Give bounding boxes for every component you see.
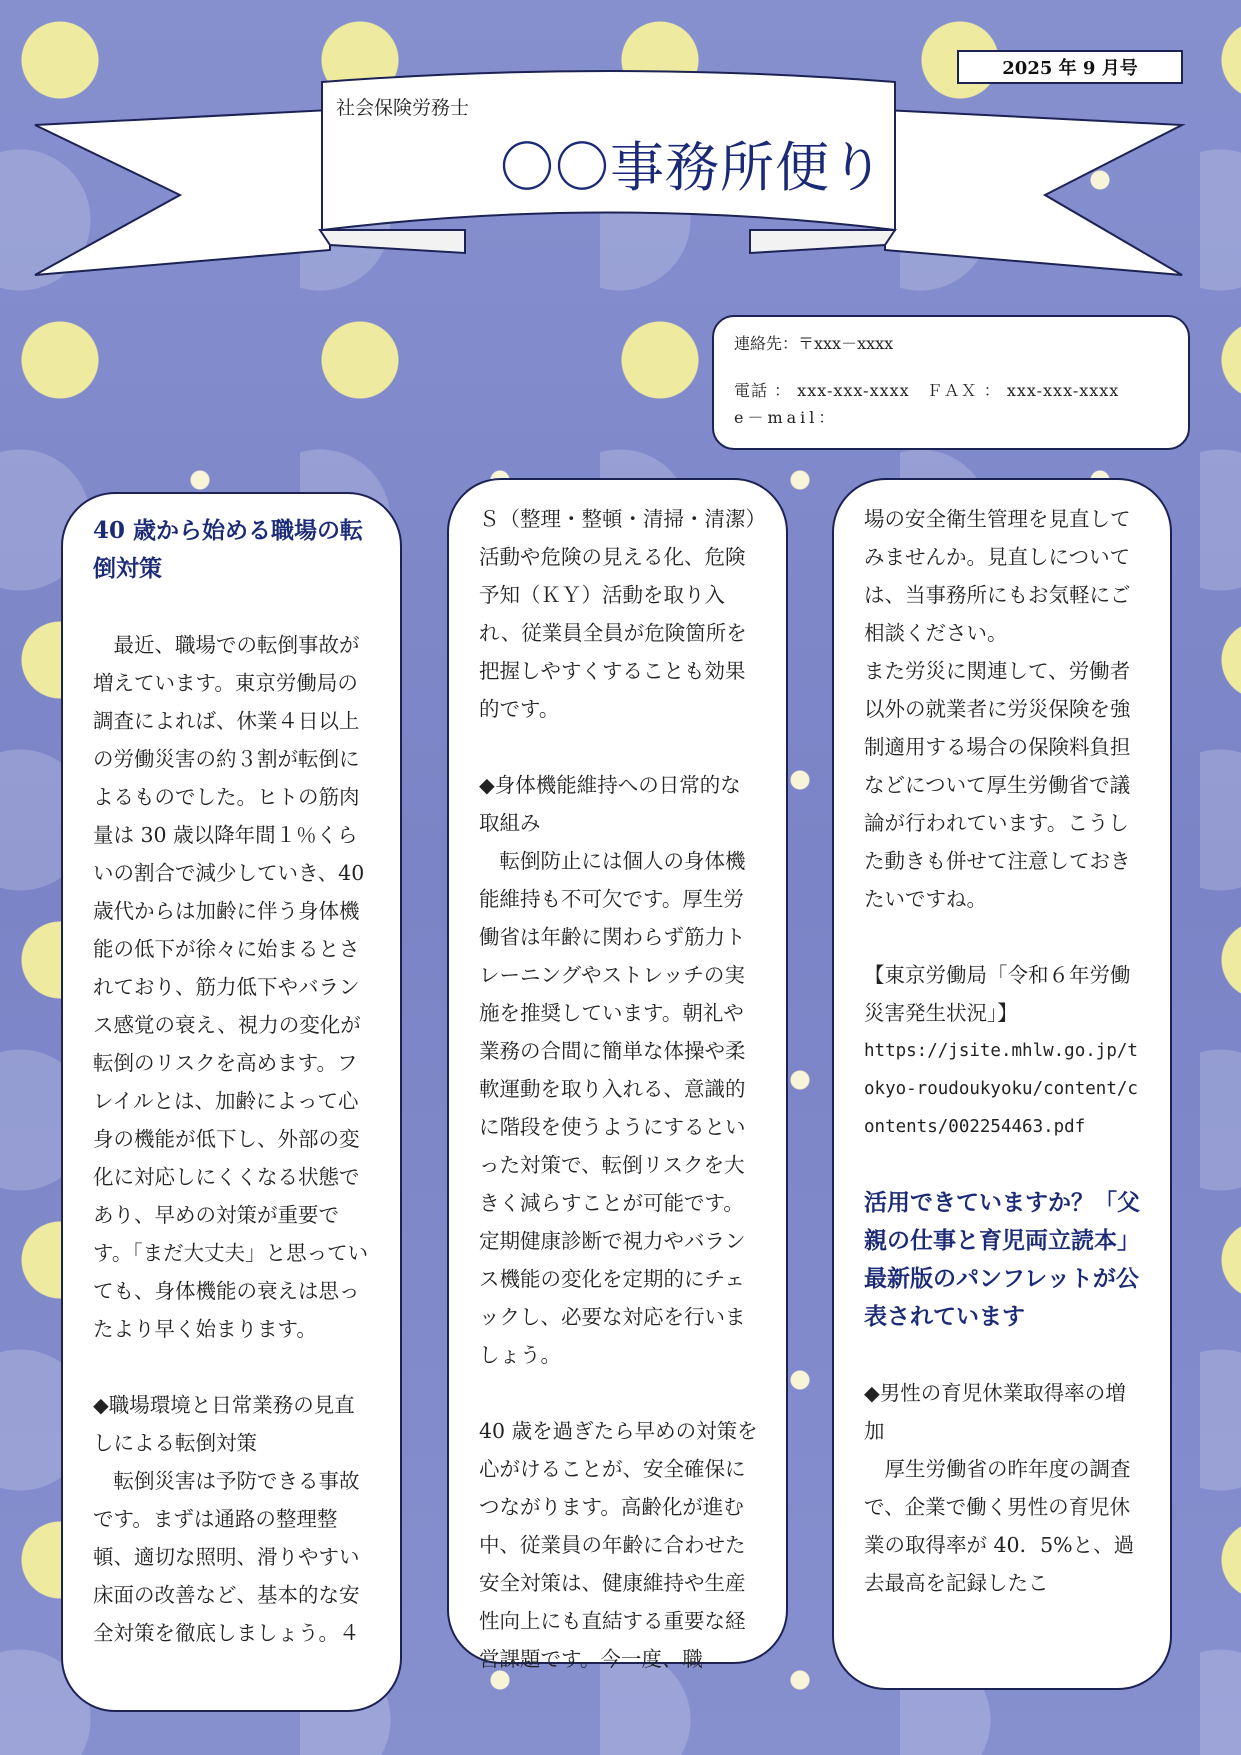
contact-phone-fax: 電話 ： xxx-xxx-xxxx ＦＡＸ ： xxx-xxx-xxxx (734, 381, 1120, 400)
article-paragraph: 転倒防止には個人の身体機能維持も不可欠です。厚生労働省は年齢に関わらず筋力トレーニングやストレッチの実施を推奨しています。朝礼や業務の合間に簡単な体操や柔軟運動を取り入れる、意識的に階段を使うようにするといった対策で、転倒リスクを大きく減らすことが可能です。定期健康診断で視力やバランス機能の変化を定期的にチェックし、必要な対応を行いましょう。 (479, 849, 746, 1367)
banner-title: 〇〇事務所便り (500, 136, 885, 199)
source-label: 【東京労働局「令和６年労働災害発生状況」】 (864, 963, 1131, 1025)
article-paragraph: 最近、職場での転倒事故が増えています。東京労働局の調査によれば、休業４日以上の労働災害の約３割が転倒によるものでした。ヒトの筋肉量は 30 歳以降年間１％くらいの割合で減少していき、40 歳代からは加齢に伴う身体機能の低下が徐々に始まるとされており、筋力低下やバランス感覚の衰え、視力の変化が転倒のリスクを高めます。フレイルとは、加齢によって心身の機能が低下し、外部の変化に対応しにくくなる状態であり、早めの対策が重要です。「まだ大丈夫」と思っていても、身体機能の衰えは思ったより早く始まります。 (93, 633, 369, 1341)
contact-email: e－mail： (734, 408, 839, 427)
ribbon-left-tail (35, 110, 330, 275)
article-paragraph: 40 歳を過ぎたら早めの対策を心がけることが、安全確保につながります。高齢化が進む中、従業員の年齢に合わせた安全対策は、健康維持や生産性向上にも直結する重要な経営課題です。今一度、職 (479, 1419, 758, 1671)
column-2 (447, 478, 788, 1671)
section-heading: ◆男性の育児休業取得率の増加 (864, 1381, 1126, 1443)
source-url[interactable]: https://jsite.mhlw.go.jp/tokyo-roudoukyoku/content/contents/002254463.pdf (864, 1041, 1138, 1137)
article-paragraph: 場の安全衛生管理を見直してみませんか。見直しについては、当事務所にもお気軽にご相談ください。 (864, 507, 1131, 645)
article-paragraph: また労災に関連して、労働者以外の就業者に労災保険を強制適用する場合の保険料負担などについて厚生労働省で議論が行われています。こうした動きも併せて注意しておきたいですね。 (864, 659, 1131, 911)
section-heading: ◆職場環境と日常業務の見直しによる転倒対策 (93, 1393, 355, 1455)
contact-box (712, 315, 1190, 450)
article-title: 活用できていますか？「父親の仕事と育児両立読本」最新版のパンフレットが公表されています (864, 1189, 1140, 1330)
section-heading: ◆身体機能維持への日常的な取組み (479, 773, 741, 835)
ribbon-right-tail (885, 110, 1182, 275)
article-paragraph: Ｓ（整理・整頓・清掃・清潔）活動や危険の見える化、危険予知（ＫＹ）活動を取り入れ、従業員全員が危険箇所を把握しやすくすることも効果的です。 (479, 507, 756, 721)
banner-subtitle: 社会保険労務士 (336, 97, 470, 119)
column-3 (832, 478, 1172, 1690)
ribbon-left-fold (320, 230, 465, 253)
issue-badge: 2025 年 9 月号 (957, 50, 1183, 84)
contact-address: 連絡先：〒xxx－xxxx (734, 334, 894, 353)
ribbon-right-fold (750, 230, 895, 253)
article-paragraph: 転倒災害は予防できる事故です。まずは通路の整理整頓、適切な照明、滑りやすい床面の改善など、基本的な安全対策を徹底しましょう。４ (93, 1469, 360, 1645)
article-paragraph: 厚生労働省の昨年度の調査で、企業で働く男性の育児休業の取得率が 40．5%と、過去最高を記録したこ (864, 1457, 1135, 1595)
column-1 (61, 492, 402, 1712)
article-title: 40 歳から始める職場の転倒対策 (93, 517, 364, 582)
